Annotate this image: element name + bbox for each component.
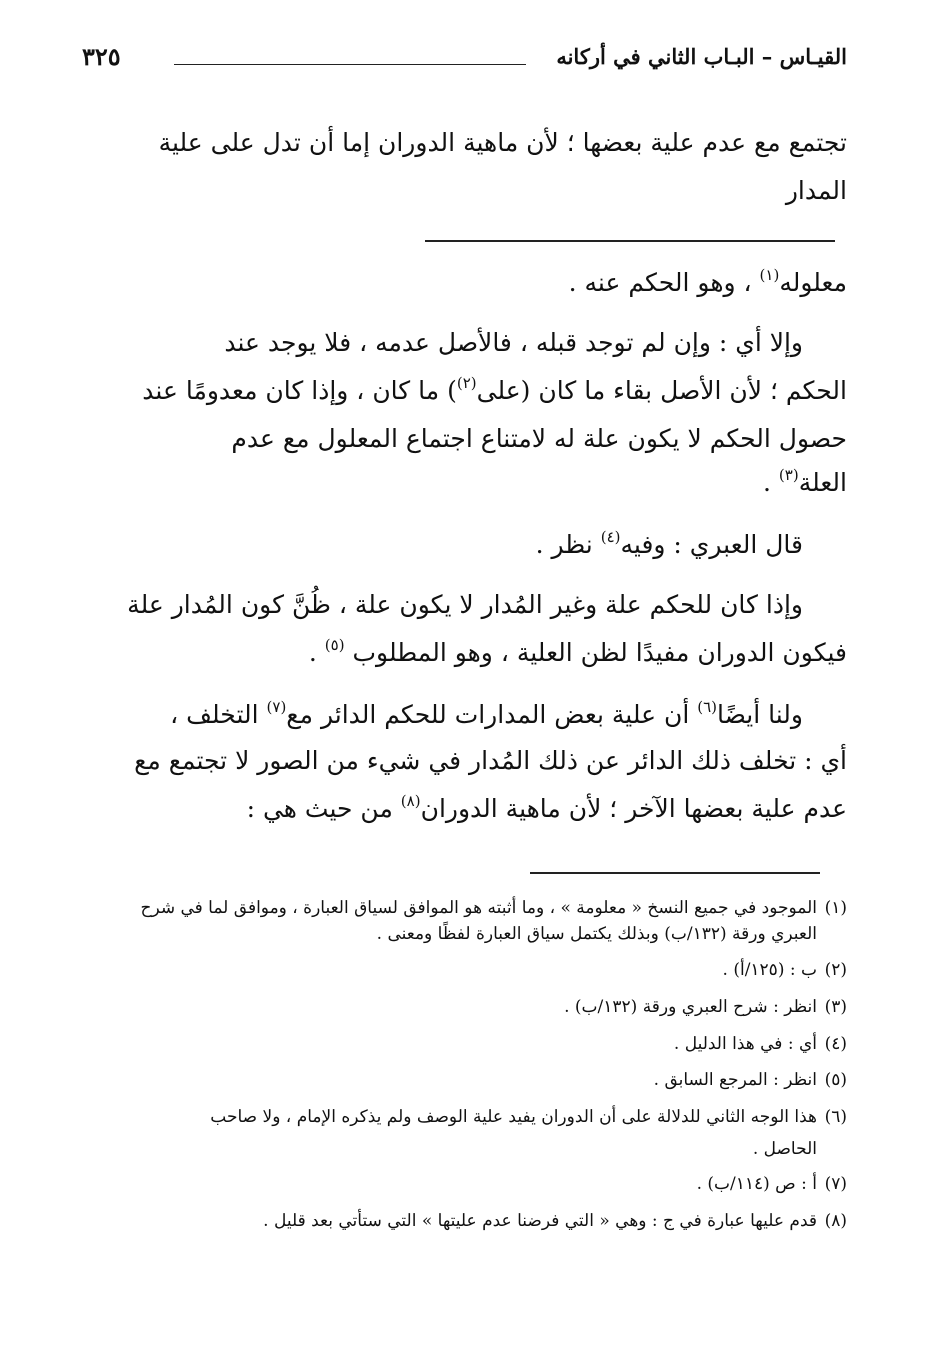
footnote-marker: (٤) bbox=[600, 528, 621, 546]
footnote-1-continued: العبري ورقة (١٣٢/ب) وبذلك يكتمل سياق العبارة لفظًا ومعنى . bbox=[376, 924, 817, 944]
footnote-marker: (٧) bbox=[266, 698, 287, 716]
footnote-marker: (١) bbox=[759, 266, 780, 284]
footnote-marker: (٨) bbox=[400, 792, 421, 810]
body-line: تجتمع مع عدم علية بعضها ؛ لأن ماهية الدوران إما أن تدل على علية bbox=[158, 128, 847, 157]
footnote-5: (٥)انظر : المرجع السابق . bbox=[653, 1070, 847, 1090]
running-head: القيـاس – البـاب الثاني في أركانه bbox=[556, 44, 847, 69]
footnote-marker: (٥) bbox=[324, 636, 345, 654]
footnote-3: (٣)انظر : شرح العبري ورقة (١٣٢/ب) . bbox=[564, 997, 847, 1017]
footnote-8: (٨)قدم عليها عبارة في ج : وهي « التي فرضنا عدم عليتها » التي ستأتي بعد قليل . bbox=[263, 1211, 847, 1231]
page-number: ٣٢٥ bbox=[82, 42, 121, 71]
footnote-7: (٧)أ : ص (١١٤/ب) . bbox=[696, 1174, 847, 1194]
footnote-4: (٤)أي : في هذا الدليل . bbox=[673, 1034, 847, 1054]
body-line: فيكون الدوران مفيدًا لظن العلية ، وهو المطلوب $^{(٥)}$ . bbox=[308, 636, 847, 667]
footnote-marker: (٦) bbox=[697, 698, 717, 716]
body-line: ولنا أيضًا$^{(٦)}$ أن علية بعض المدارات للحكم الدائر مع$^{(٧)}$ التخلف ، bbox=[170, 698, 803, 729]
footnote-6-continued: الحاصل . bbox=[752, 1139, 817, 1159]
section-rule bbox=[425, 240, 835, 242]
body-line: معلوله$^{(١)}$ ، وهو الحكم عنه . bbox=[568, 266, 847, 297]
footnote-2: (٢)ب : (١٢٥/أ) . bbox=[722, 960, 847, 980]
body-line: عدم علية بعضها الآخر ؛ لأن ماهية الدوران$^{(٨)}$ من حيث هي : bbox=[246, 792, 847, 823]
footnote-marker: (٣) bbox=[778, 466, 799, 484]
header-rule bbox=[174, 64, 526, 65]
footnote-1: (١)الموجود في جميع النسخ « معلومة » ، وما أثبته هو الموافق لسياق العبارة ، وموافق لما في شرح bbox=[140, 898, 847, 918]
footnote-6: (٦)هذا الوجه الثاني للدلالة على أن الدوران يفيد علية الوصف ولم يذكره الإمام ، ولا صاحب bbox=[210, 1107, 847, 1127]
body-line: قال العبري : وفيه$^{(٤)}$ نظر . bbox=[535, 528, 803, 559]
body-line: المدار bbox=[785, 176, 847, 205]
body-line: الحكم ؛ لأن الأصل بقاء ما كان (على$^{(٢)}$) ما كان ، وإذا كان معدومًا عند bbox=[142, 374, 847, 405]
body-line: أي : تخلف ذلك الدائر عن ذلك المُدار في شيء من الصور لا تجتمع مع bbox=[134, 746, 847, 775]
body-line: حصول الحكم لا يكون علة له لامتناع اجتماع المعلول مع عدم bbox=[231, 424, 847, 453]
body-line: وإلا أي : وإن لم توجد قبله ، فالأصل عدمه ، فلا يوجد عند bbox=[224, 328, 803, 357]
footnote-rule bbox=[530, 872, 820, 874]
body-line: وإذا كان للحكم علة وغير المُدار لا يكون علة ، ظُنَّ كون المُدار علة bbox=[127, 590, 803, 619]
body-line: العلة$^{(٣)}$ . bbox=[763, 466, 847, 497]
footnote-marker: (٢) bbox=[456, 374, 477, 392]
